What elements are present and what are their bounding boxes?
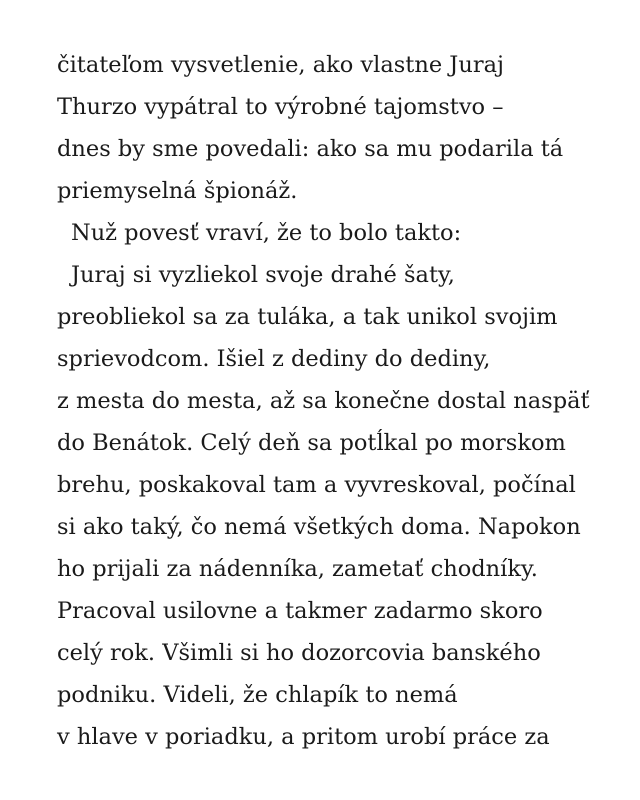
text-line: do Benátok. Celý deň sa potĺkal po morskom: [57, 430, 566, 456]
text-line: preobliekol sa za tuláka, a tak unikol svojim: [57, 304, 558, 330]
text-line: si ako taký, čo nemá všetkých doma. Napokon: [57, 514, 581, 540]
text-line: dnes by sme povedali: ako sa mu podarila tá: [57, 136, 564, 162]
text-line: sprievodcom. Išiel z dediny do dediny,: [57, 346, 491, 372]
text-line: čitateľom vysvetlenie, ako vlastne Juraj: [57, 52, 504, 78]
text-line: v hlave v poriadku, a pritom urobí práce za: [57, 724, 550, 750]
text-line: Thurzo vypátral to výrobné tajomstvo –: [57, 94, 504, 120]
body-text: [57, 44, 617, 758]
paragraph-start-line: Nuž povesť vraví, že to bolo takto:: [71, 220, 462, 246]
text-line: brehu, poskakoval tam a vyvreskoval, počínal: [57, 472, 576, 498]
text-line: ho prijali za nádenníka, zametať chodníky.: [57, 556, 538, 582]
text-line: celý rok. Všimli si ho dozorcovia banského: [57, 640, 541, 666]
text-line: podniku. Videli, že chlapík to nemá: [57, 682, 458, 708]
text-line: priemyselná špionáž.: [57, 178, 298, 204]
text-line: z mesta do mesta, až sa konečne dostal naspäť: [57, 388, 590, 414]
paragraph-start-line: Juraj si vyzliekol svoje drahé šaty,: [71, 262, 455, 288]
text-line: Pracoval usilovne a takmer zadarmo skoro: [57, 598, 543, 624]
